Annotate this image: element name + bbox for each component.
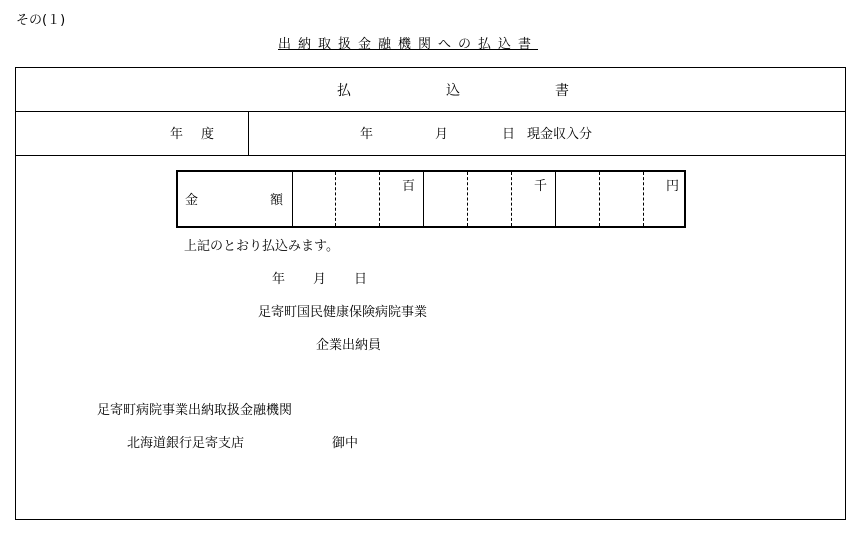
digit-divider	[555, 172, 556, 226]
digit-divider	[379, 172, 380, 226]
sign-day: 日	[354, 272, 368, 287]
digit-divider	[292, 172, 293, 226]
row-divider	[16, 155, 845, 156]
document-title: 出納取扱金融機関への払込書	[278, 37, 539, 52]
digit-divider	[643, 172, 644, 226]
amount-char: 額	[270, 193, 284, 208]
fiscal-year-label	[170, 128, 232, 141]
unit-hundreds: 百	[402, 179, 416, 194]
revenue-type: 現金収入分	[527, 127, 593, 142]
column-divider	[248, 112, 249, 156]
date-revenue-row	[360, 128, 592, 141]
role-label: 企業出納員	[316, 338, 382, 353]
digit-divider	[467, 172, 468, 226]
digit-divider	[599, 172, 600, 226]
digit-divider	[335, 172, 336, 226]
form-title-char: 払	[337, 83, 351, 99]
digit-divider	[423, 172, 424, 226]
amount-label	[185, 194, 283, 207]
unit-thousands: 千	[534, 179, 548, 194]
payment-form	[15, 67, 846, 520]
sign-year: 年	[272, 272, 286, 287]
fiscal-char: 度	[201, 127, 215, 142]
row-divider	[16, 111, 845, 112]
bank-heading: 足寄町病院事業出納取扱金融機関	[97, 403, 293, 418]
date-month: 月	[435, 127, 449, 142]
date-day: 日	[502, 127, 516, 142]
amount-char: 金	[185, 193, 199, 208]
sign-month: 月	[313, 272, 327, 287]
organization-name: 足寄町国民健康保険病院事業	[258, 305, 428, 320]
date-year: 年	[360, 127, 374, 142]
amount-field[interactable]	[176, 170, 686, 228]
honorific: 御中	[332, 436, 359, 451]
form-title-char: 込	[446, 83, 460, 99]
form-title-char: 書	[555, 83, 569, 99]
statement-text: 上記のとおり払込みます。	[184, 239, 339, 254]
section-label: その(１)	[16, 13, 66, 28]
fiscal-char: 年	[170, 127, 184, 142]
bank-name: 北海道銀行足寄支店	[127, 436, 245, 451]
sign-date	[272, 273, 367, 286]
form-title	[337, 84, 569, 98]
digit-divider	[511, 172, 512, 226]
unit-yen: 円	[666, 179, 680, 194]
